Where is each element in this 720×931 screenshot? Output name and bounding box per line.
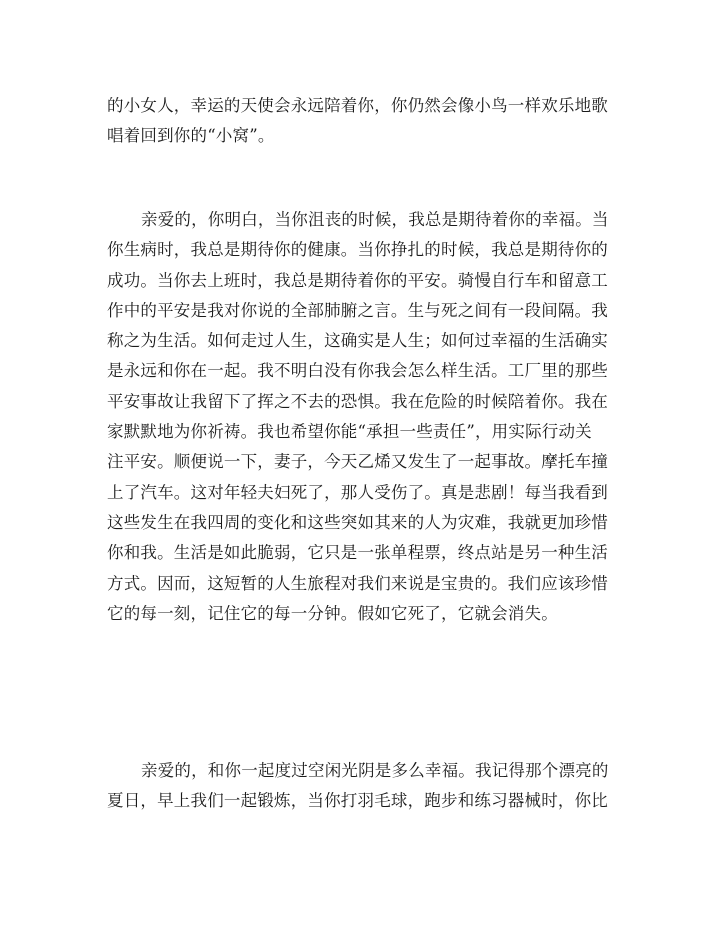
text-line: 你生病时，我总是期待你的健康。当你挣扎的时候，我总是期待你的 xyxy=(107,240,608,260)
text-line: 注平安。顺便说一下，妻子，今天乙烯又发生了一起事故。摩托车撞 xyxy=(107,452,608,472)
text-line: 它的每一刻，记住它的每一分钟。假如它死了，它就会消失。 xyxy=(107,603,558,623)
text-line: 这些发生在我四周的变化和这些突如其来的人为灾难，我就更加珍惜 xyxy=(107,512,608,532)
text-line: 作中的平安是我对你说的全部肺腑之言。生与死之间有一段间隔。我 xyxy=(107,300,608,320)
text-line: 平安事故让我留下了挥之不去的恐惧。我在危险的时候陪着你。我在 xyxy=(107,391,608,411)
text-line: 方式。因而，这短暂的人生旅程对我们来说是宝贵的。我们应该珍惜 xyxy=(107,573,608,593)
text-line: 夏日，早上我们一起锻炼，当你打羽毛球，跑步和练习器械时，你比 xyxy=(107,791,608,811)
text-line: 称之为生活。如何走过人生，这确实是人生；如何过幸福的生活确实 xyxy=(107,331,608,351)
text-line: 你和我。生活是如此脆弱，它只是一张单程票，终点站是另一种生活 xyxy=(107,543,608,563)
paragraph-1 xyxy=(107,91,607,152)
paragraph-2 xyxy=(107,205,607,629)
text-line: 亲爱的，你明白，当你沮丧的时候，我总是期待着你的幸福。当 xyxy=(141,210,609,229)
text-line: 家默默地为你祈祷。我也希望你能“承担一些责任”，用实际行动关 xyxy=(107,422,592,442)
text-line: 唱着回到你的“小窝”。 xyxy=(107,126,275,146)
text-line: 成功。当你去上班时，我总是期待着你的平安。骑慢自行车和留意工 xyxy=(107,270,608,290)
text-line: 亲爱的，和你一起度过空闲光阴是多么幸福。我记得那个漂亮的 xyxy=(141,761,609,780)
text-line: 上了汽车。这对年轻夫妇死了，那人受伤了。真是悲剧！每当我看到 xyxy=(107,482,608,502)
text-line: 的小女人，幸运的天使会永远陪着你，你仍然会像小鸟一样欢乐地歌 xyxy=(107,96,608,115)
paragraph-3 xyxy=(107,756,607,817)
text-line: 是永远和你在一起。我不明白没有你我会怎么样生活。工厂里的那些 xyxy=(107,361,608,381)
